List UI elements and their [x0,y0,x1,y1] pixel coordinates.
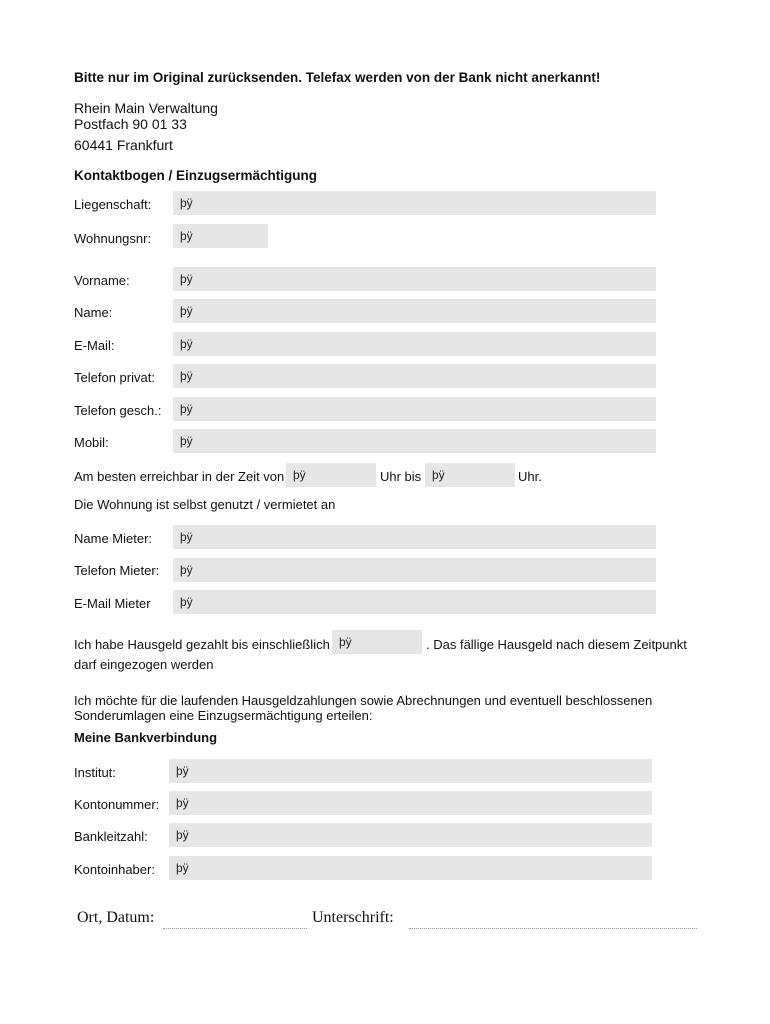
email-mieter-field[interactable]: þÿ [173,590,656,614]
label-mobil: Mobil: [74,435,109,450]
name-field[interactable]: þÿ [173,299,656,323]
label-telefon-gesch: Telefon gesch.: [74,403,162,418]
time-to-field[interactable]: þÿ [425,463,515,487]
wohnungsnr-field[interactable]: þÿ [173,224,268,248]
vorname-field[interactable]: þÿ [173,267,656,291]
label-email: E-Mail: [74,338,115,353]
hausgeld-prefix: Ich habe Hausgeld gezahlt bis einschließlich [74,637,330,652]
ort-datum-label: Ort, Datum: [77,909,155,926]
address-line-2: Postfach 90 01 33 [74,116,187,132]
name-mieter-field[interactable]: þÿ [173,525,656,549]
reachability-suffix: Uhr. [518,469,542,484]
bank-title: Meine Bankverbindung [74,730,218,745]
reachability-prefix: Am besten erreichbar in der Zeit von [74,469,285,484]
mandate-line2: Sonderumlagen eine Einzugsermächtigung erteilen: [74,708,373,723]
label-telefon-privat: Telefon privat: [74,370,155,385]
unterschrift-line[interactable] [409,928,697,929]
kontonummer-field[interactable]: þÿ [169,791,652,815]
label-email-mieter: E-Mail Mieter [74,596,151,611]
telefon-mieter-field[interactable]: þÿ [173,558,656,582]
label-bankleitzahl: Bankleitzahl: [74,829,148,844]
telefon-privat-field[interactable]: þÿ [173,364,656,388]
label-kontonummer: Kontonummer: [74,797,160,812]
liegenschaft-field[interactable]: þÿ [173,191,656,215]
label-name-mieter: Name Mieter: [74,531,153,546]
form-title: Kontaktbogen / Einzugsermächtigung [74,168,318,183]
label-telefon-mieter: Telefon Mieter: [74,563,160,578]
hausgeld-date-field[interactable]: þÿ [332,630,422,654]
bankleitzahl-field[interactable]: þÿ [169,823,652,847]
label-wohnungsnr: Wohnungsnr: [74,231,152,246]
label-vorname: Vorname: [74,273,130,288]
label-name: Name: [74,305,113,320]
unterschrift-label: Unterschrift: [312,909,394,926]
label-liegenschaft: Liegenschaft: [74,197,152,212]
hausgeld-line2: darf eingezogen werden [74,657,214,672]
email-field[interactable]: þÿ [173,332,656,356]
hausgeld-suffix: . Das fällige Hausgeld nach diesem Zeitpunkt [426,637,687,652]
address-line-3: 60441 Frankfurt [74,137,173,153]
notice-text: Bitte nur im Original zurücksenden. Telefax werden von der Bank nicht anerkannt! [74,70,601,85]
institut-field[interactable]: þÿ [169,759,652,783]
address-line-1: Rhein Main Verwaltung [74,100,218,116]
label-institut: Institut: [74,765,116,780]
label-kontoinhaber: Kontoinhaber: [74,862,155,877]
mandate-line1: Ich möchte für die laufenden Hausgeldzahlungen sowie Abrechnungen und eventuell beschlossenen [74,693,653,708]
reachability-middle: Uhr bis [380,469,422,484]
kontoinhaber-field[interactable]: þÿ [169,856,652,880]
time-from-field[interactable]: þÿ [286,463,376,487]
usage-text: Die Wohnung ist selbst genutzt / vermietet an [74,497,336,512]
ort-datum-line[interactable] [163,928,307,929]
mobil-field[interactable]: þÿ [173,429,656,453]
telefon-gesch-field[interactable]: þÿ [173,397,656,421]
